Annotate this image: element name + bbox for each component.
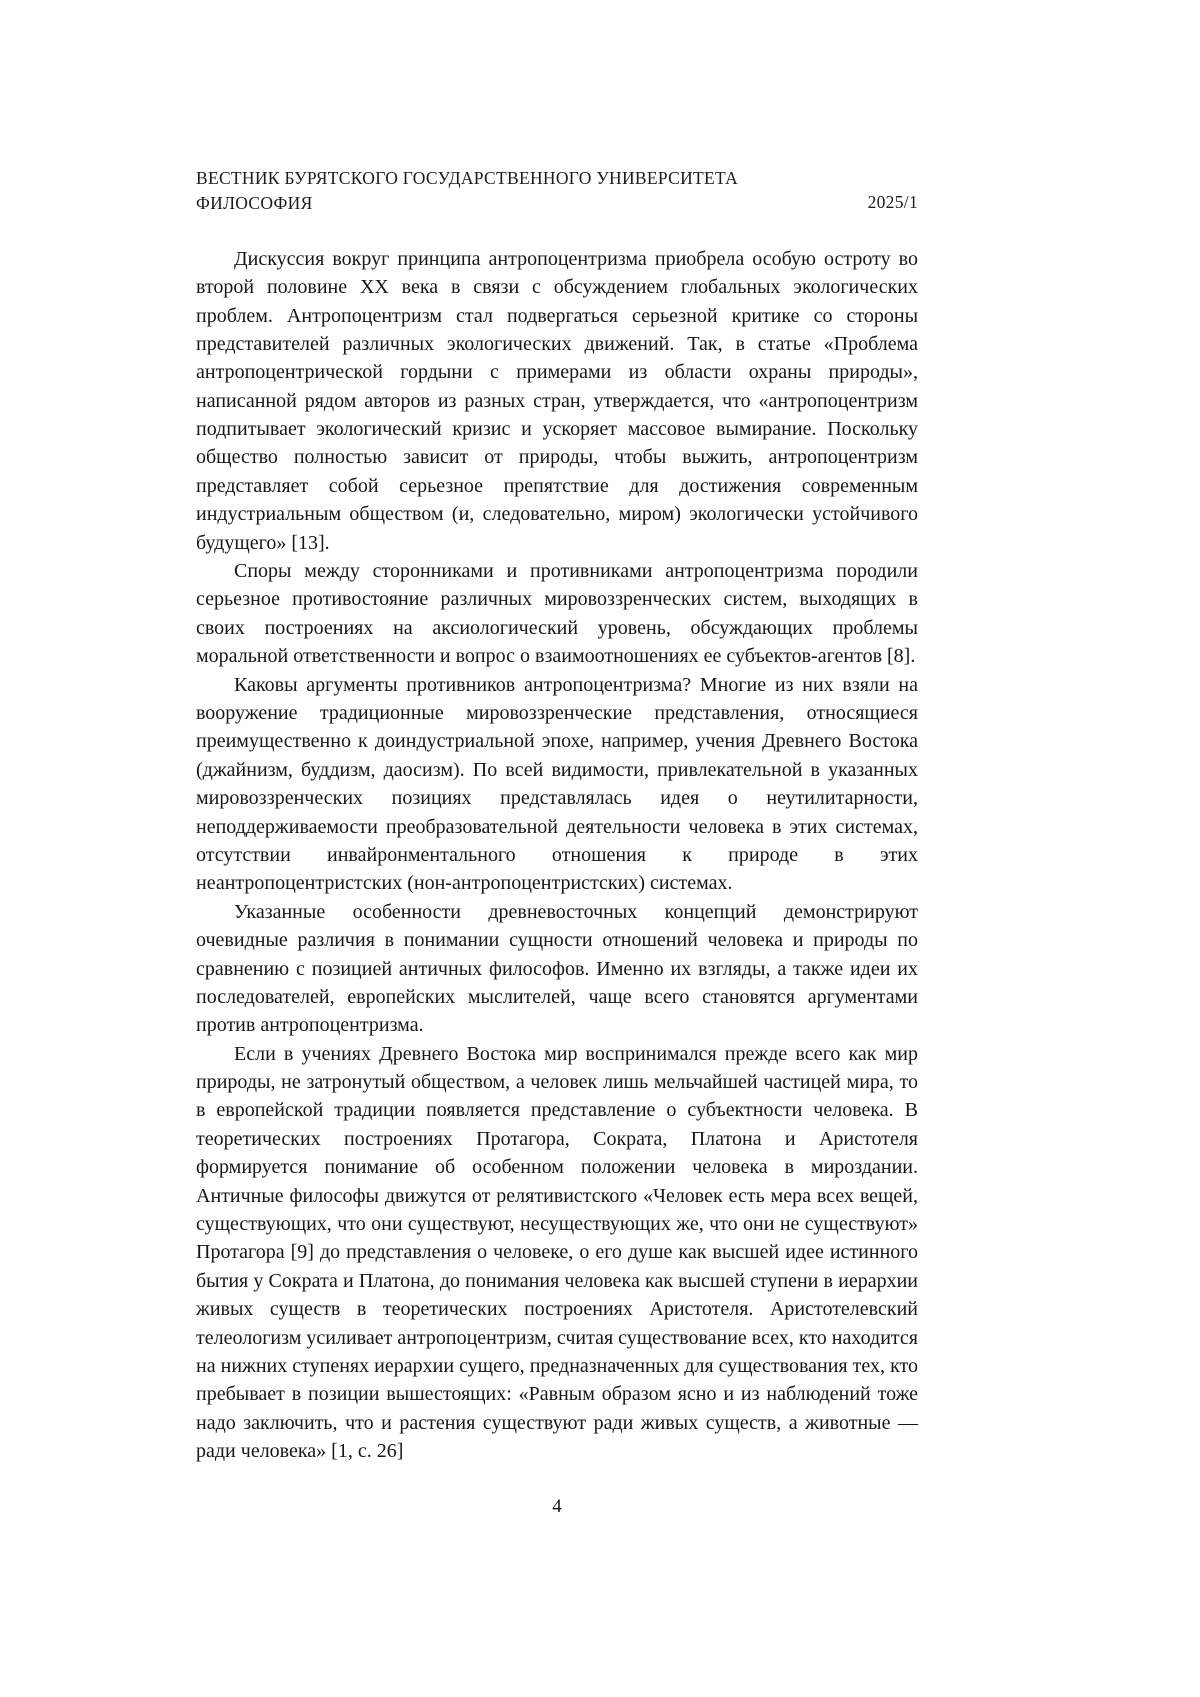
page-number: 4 (552, 1495, 562, 1517)
issue-number: 2025/1 (867, 192, 918, 213)
journal-header (196, 166, 918, 217)
journal-header-left (196, 166, 738, 217)
body-paragraph: Споры между сторонниками и противниками антропоцентризма породили серьезное противостояние различных мировоззренческих систем, выходящих в своих построениях на аксиологический уровень, обсуждающих проблемы моральной ответственности и вопрос о взаимоотношениях ее субъектов-агентов [8]. (196, 560, 918, 668)
journal-section: ФИЛОСОФИЯ (196, 193, 313, 214)
body-paragraph: Дискуссия вокруг принципа антропоцентризма приобрела особую остроту во второй половине XX века в связи с обсуждением глобальных экологических проблем. Антропоцентризм стал подвергаться серьезной критике со стороны представителей различных экологических движений. Так, в статье «Проблема антропоцентрической гордыни с примерами из области охраны природы», написанной рядом авторов из разных стран, утверждается, что «антропоцентризм подпитывает экологический кризис и ускоряет массовое вымирание. Поскольку общество полностью зависит от природы, чтобы выжить, антропоцентризм представляет собой серьезное препятствие для достижения современным индустриальным обществом (и, следовательно, миром) экологически устойчивого будущего» [13]. (196, 247, 918, 554)
text-column (196, 166, 918, 1518)
body-paragraph: Каковы аргументы противников антропоцентризма? Многие из них взяли на вооружение традиционные мировоззренческие представления, относящиеся преимущественно к доиндустриальной эпохе, например, учения Древнего Востока (джайнизм, буддизм, даосизм). По всей видимости, привлекательной в указанных мировоззренческих позициях представлялась идея о неутилитарности, неподдерживаемости преобразовательной деятельности человека в этих системах, отсутствии инвайронментального отношения к природе в этих неантропоцентристских (нон-антропоцентристских) системах. (196, 673, 918, 895)
journal-title: ВЕСТНИК БУРЯТСКОГО ГОСУДАРСТВЕННОГО УНИВЕРСИТЕТА (196, 168, 739, 188)
body-paragraph: Указанные особенности древневосточных концепций демонстрируют очевидные различия в понимании сущности отношений человека и природы по сравнению с позицией античных философов. Именно их взгляды, а также идеи их последователей, европейских мыслителей, чаще всего становятся аргументами против антропоцентризма. (196, 900, 918, 1037)
body-paragraph: Если в учениях Древнего Востока мир воспринимался прежде всего как мир природы, не затронутый обществом, а человек лишь мельчайшей частицей мира, то в европейской традиции появляется представление о субъектности человека. В теоретических построениях Протагора, Сократа, Платона и Аристотеля формируется понимание об особенном положении человека в мироздании. Античные философы движутся от релятивистского «Человек есть мера всех вещей, существующих, что они существуют, несуществующих же, что они не существуют» Протагора [9] до представления о человеке, о его душе как высшей идее истинного бытия у Сократа и Платона, до понимания человека как высшей ступени в иерархии живых существ в теоретических построениях Аристотеля. Аристотелевский телеологизм усиливает антропоцентризм, считая существование всех, кто находится на нижних ступенях иерархии сущего, предназначенных для существования тех, кто пребывает в позиции вышестоящих: «Равным образом ясно и из наблюдений тоже надо заключить, что и растения существуют ради живых существ, а животные — ради человека» [1, с. 26] (196, 1042, 918, 1463)
article-body (196, 245, 918, 1466)
